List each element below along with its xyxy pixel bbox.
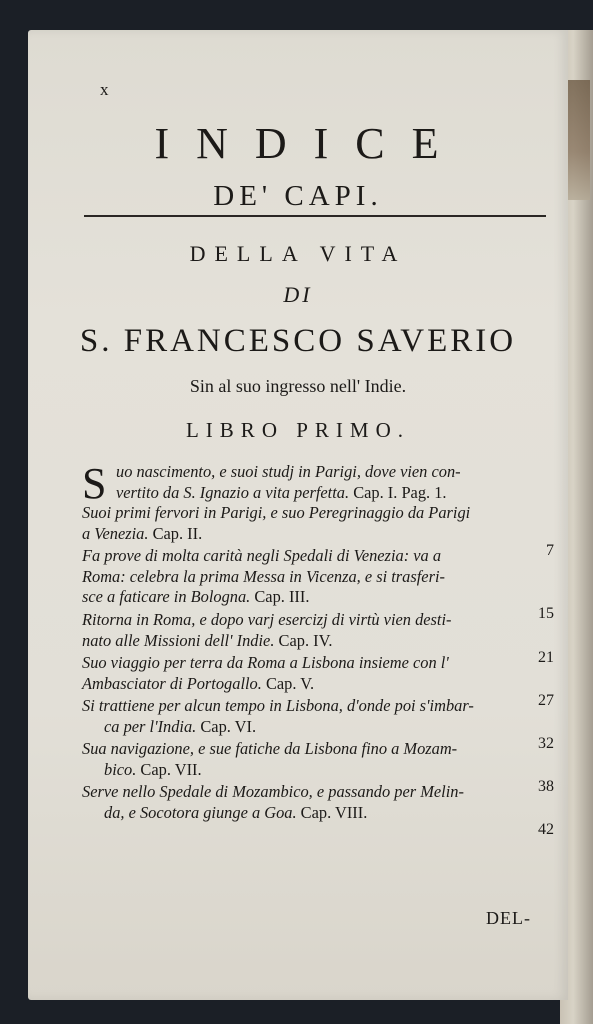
entry-line: Fa prove di molta carità negli Spedali di Venezia: va a xyxy=(82,546,442,566)
entry-line: Suo viaggio per terra da Roma a Lisbona insieme con l' xyxy=(82,653,449,673)
chapter-entry-1 xyxy=(82,459,562,508)
entry-line: ca per l'India. Cap. VI. xyxy=(104,716,257,736)
book-heading: LIBRO PRIMO. xyxy=(185,418,411,442)
saint-name: S. FRANCESCO SAVERIO xyxy=(79,323,517,359)
page-ref: 21 xyxy=(538,649,554,667)
page-ref: 7 xyxy=(546,542,554,560)
entry-line: Sua navigazione, e sue fatiche da Lisbona fino a Mozam- xyxy=(82,739,458,759)
entry-line: vertito da S. Ignazio a vita perfetta. Cap. I. Pag. 1. xyxy=(116,482,447,502)
entry-line: nato alle Missioni dell' Indie. Cap. IV. xyxy=(82,630,333,650)
chapter-list xyxy=(82,459,562,839)
page-subtitle: DE' CAPI. xyxy=(213,180,383,212)
page-ref: 42 xyxy=(538,821,554,839)
book-page xyxy=(28,30,568,1000)
entry-line: Roma: celebra la prima Messa in Vicenza, e si trasferi- xyxy=(82,566,445,586)
entry-line: bico. Cap. VII. xyxy=(104,759,202,779)
entry-line: sce a faticare in Bologna. Cap. III. xyxy=(82,587,310,607)
entry-line: Si trattiene per alcun tempo in Lisbona, d'onde poi s'imbar- xyxy=(82,696,474,716)
section-di: DI xyxy=(283,282,313,307)
chapter-entry-8 xyxy=(82,782,562,839)
catchword: DEL- xyxy=(486,908,531,928)
entry-line: da, e Socotora giunge a Goa. Cap. VIII. xyxy=(104,802,368,822)
entry-line: uo nascimento, e suoi studj in Parigi, dove vien con- xyxy=(116,462,461,481)
page-ref: 38 xyxy=(538,778,554,796)
entry-line: Serve nello Spedale di Mozambico, e passando per Melin- xyxy=(82,782,464,802)
entry-line: Ambasciator di Portogallo. Cap. V. xyxy=(82,673,315,693)
page-ref: 27 xyxy=(538,692,554,710)
page-ref: 32 xyxy=(538,735,554,753)
section-range: Sin al suo ingresso nell' Indie. xyxy=(189,376,407,396)
entry-line: Suoi primi fervori in Parigi, e suo Peregrinaggio da Parigi xyxy=(82,503,471,523)
drop-cap: S xyxy=(82,459,107,508)
page-title: INDICE xyxy=(154,119,466,168)
page-ref: 15 xyxy=(538,605,554,623)
title-rule xyxy=(84,215,546,217)
entry-line: a Venezia. Cap. II. xyxy=(82,523,203,543)
section-title: DELLA VITA xyxy=(189,241,407,266)
page-number: x xyxy=(100,80,109,99)
entry-line: Ritorna in Roma, e dopo varj esercizj di virtù vien desti- xyxy=(82,610,452,630)
